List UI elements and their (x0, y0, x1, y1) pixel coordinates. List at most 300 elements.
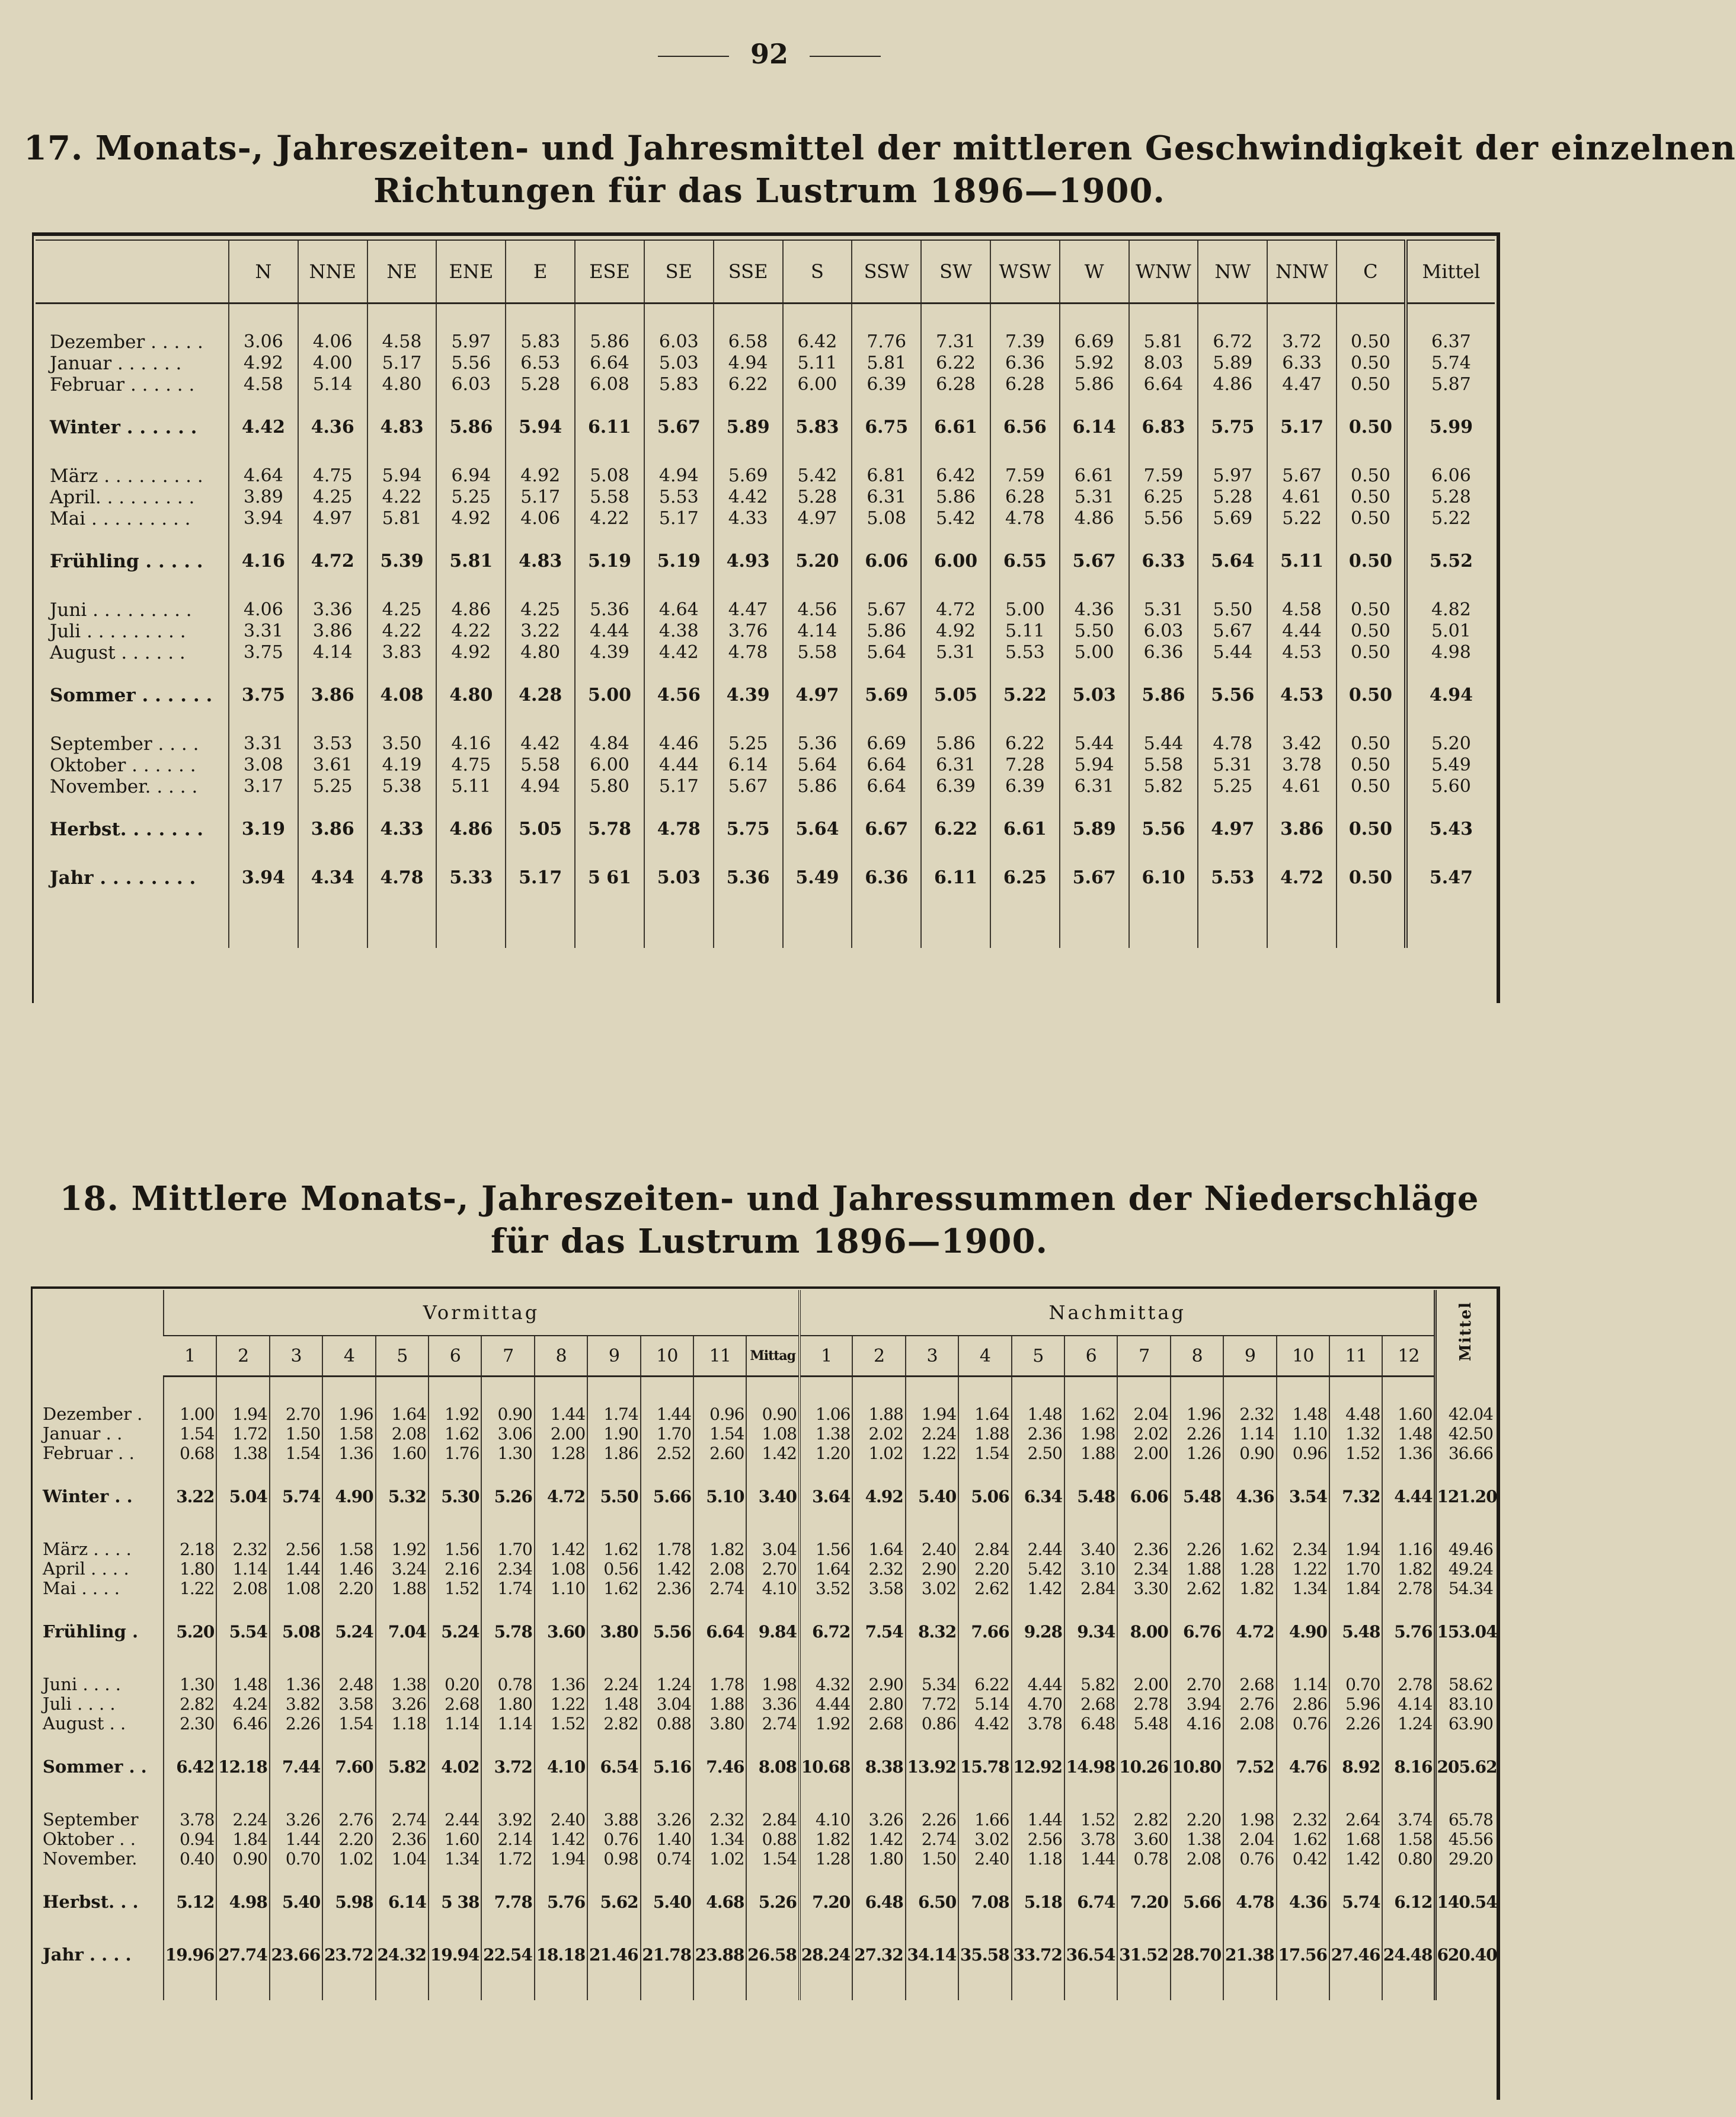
table-cell: 5.76 (1382, 1622, 1436, 1642)
table-cell: 12.18 (216, 1757, 269, 1777)
spacer-cell (1198, 840, 1267, 867)
table-cell: 2.68 (1064, 1694, 1117, 1714)
spacer-cell (714, 889, 783, 948)
table-cell: 4.80 (506, 642, 575, 663)
spacer-cell (367, 304, 437, 332)
table-cell: 5.44 (1129, 733, 1198, 755)
row-label: August . . (43, 1713, 126, 1733)
table-row (33, 1579, 1495, 1598)
table-cell: 6.14 (714, 755, 783, 776)
spacer-cell (322, 1642, 375, 1675)
hour-header-vm: 8 (535, 1336, 587, 1377)
table-cell: 2.32 (852, 1559, 905, 1579)
table-cell: 6.61 (921, 417, 990, 438)
table-cell: 3.52 (800, 1579, 852, 1598)
table-cell: 1.72 (481, 1849, 534, 1869)
table-cell: 3.06 (229, 331, 298, 353)
table-cell: 5.80 (575, 776, 644, 797)
table-cell: 4.02 (429, 1757, 481, 1777)
spacer-cell (990, 304, 1060, 332)
spacer-row (36, 304, 1495, 332)
spacer-cell (1198, 572, 1267, 599)
table-cell: 3.26 (852, 1810, 905, 1829)
table-row (36, 374, 1495, 395)
table-cell: 1.14 (481, 1714, 534, 1733)
table-cell: 5.17 (506, 867, 575, 889)
row-label: Februar . . . . . . (50, 374, 195, 395)
table-cell: 3.78 (164, 1810, 216, 1829)
spacer-cell (644, 797, 714, 819)
spacer-cell (1012, 1506, 1064, 1540)
spacer-cell (1129, 797, 1198, 819)
spacer-row (36, 529, 1495, 551)
table-cell: 1.54 (693, 1424, 746, 1444)
spacer-cell (322, 1598, 375, 1622)
table-cell: 5.28 (1198, 487, 1267, 508)
spacer-cell (216, 1377, 269, 1405)
table-cell: 1.14 (1223, 1424, 1276, 1444)
spacer-cell (783, 663, 852, 685)
group-vormittag: Vormittag (164, 1290, 800, 1336)
table-cell: 5.17 (367, 353, 437, 374)
spacer-cell (1382, 1463, 1436, 1487)
table18-hour-row (33, 1336, 1495, 1377)
table-cell: 83.10 (1436, 1694, 1495, 1714)
table-cell: 3.92 (481, 1810, 534, 1829)
spacer-cell (714, 572, 783, 599)
table-cell: 4.97 (298, 508, 367, 529)
spacer-cell (1117, 1777, 1170, 1810)
table-cell: 0.90 (1223, 1444, 1276, 1463)
row-label: März . . . . (43, 1539, 132, 1559)
table-cell: 1.58 (322, 1424, 375, 1444)
table-cell: 4.83 (367, 417, 437, 438)
spacer-cell (36, 663, 229, 685)
table-cell: 45.56 (1436, 1829, 1495, 1849)
spacer-cell (298, 438, 367, 465)
spacer-cell (1129, 438, 1198, 465)
table-cell: 4.78 (1223, 1892, 1276, 1912)
spacer-cell (587, 1377, 640, 1405)
spacer-cell (1382, 1733, 1436, 1757)
spacer-cell (229, 395, 298, 417)
table-cell: 2.44 (1012, 1540, 1064, 1559)
hour-header-nm: 12 (1382, 1336, 1436, 1377)
table-cell: 6.39 (921, 776, 990, 797)
table-cell: 6.75 (852, 417, 921, 438)
table-cell: 2.84 (746, 1810, 800, 1829)
spacer-cell (1060, 572, 1129, 599)
hour-header-nm: 9 (1223, 1336, 1276, 1377)
spacer-cell (714, 529, 783, 551)
table-cell: 5.40 (270, 1892, 322, 1912)
table-cell: 1.42 (535, 1540, 587, 1559)
spacer-cell (852, 1598, 905, 1622)
spacer-cell (958, 1912, 1011, 1945)
table-cell: 4.33 (367, 819, 437, 840)
table-row (36, 733, 1495, 755)
table17-title-line1: 17. Monats-, Jahreszeiten- und Jahresmittel der mittleren Geschwindigkeit der einzelnen (24, 129, 1736, 168)
table-cell: 4.42 (714, 487, 783, 508)
row-label: Juni . . . . . . . . . (50, 599, 192, 621)
table-cell: 1.54 (270, 1444, 322, 1463)
spacer-cell (714, 840, 783, 867)
spacer-cell (229, 706, 298, 733)
table-cell: 4.53 (1267, 685, 1337, 706)
spacer-cell (800, 1912, 852, 1945)
table-cell: 8.03 (1129, 353, 1198, 374)
spacer-cell (229, 529, 298, 551)
spacer-cell (1223, 1463, 1276, 1487)
table-cell: 5.64 (783, 755, 852, 776)
table-cell: 1.18 (1012, 1849, 1064, 1869)
table-cell: 3.61 (298, 755, 367, 776)
table-cell: 0.70 (270, 1849, 322, 1869)
spacer-cell (1064, 1912, 1117, 1945)
table-cell: 4.10 (746, 1579, 800, 1598)
spacer-cell (746, 1777, 800, 1810)
spacer-cell (1064, 1463, 1117, 1487)
table-cell: 5.33 (436, 867, 506, 889)
table-cell: 1.10 (1277, 1424, 1329, 1444)
spacer-cell (587, 1598, 640, 1622)
table-cell: 5.89 (714, 417, 783, 438)
table-cell: 2.08 (216, 1579, 269, 1598)
table-cell: 5.56 (1198, 685, 1267, 706)
table-cell: 1.92 (429, 1404, 481, 1424)
spacer-cell (921, 395, 990, 417)
table-cell: 4.78 (990, 508, 1060, 529)
table-cell: 6.14 (376, 1892, 429, 1912)
spacer-cell (270, 1965, 322, 2000)
table-row (36, 642, 1495, 663)
table-cell: 4.75 (298, 465, 367, 487)
spacer-cell (1382, 1777, 1436, 1810)
spacer-cell (906, 1598, 958, 1622)
table-cell: 4.86 (436, 819, 506, 840)
spacer-cell (229, 889, 298, 948)
spacer-cell (270, 1912, 322, 1945)
table-cell: 2.00 (1117, 1675, 1170, 1694)
table-cell: 65.78 (1436, 1810, 1495, 1829)
table-cell: 3.76 (714, 621, 783, 642)
spacer-cell (1198, 706, 1267, 733)
spacer-cell (1329, 1463, 1382, 1487)
table-cell: 5.11 (990, 621, 1060, 642)
table-cell: 2.74 (376, 1810, 429, 1829)
table-cell: 4.97 (783, 685, 852, 706)
table-cell: 5.36 (714, 867, 783, 889)
table-cell: 0.90 (746, 1404, 800, 1424)
season-row (33, 1622, 1495, 1642)
spacer-cell (575, 529, 644, 551)
table-cell: 1.54 (958, 1444, 1011, 1463)
table-cell: 1.50 (906, 1849, 958, 1869)
table-cell: 5.97 (1198, 465, 1267, 487)
row-label: August . . . . . . (50, 642, 186, 663)
table-cell: 10.68 (800, 1757, 852, 1777)
table-cell: 4.16 (1171, 1714, 1223, 1733)
spacer-cell (693, 1777, 746, 1810)
table-cell: 1.82 (800, 1829, 852, 1849)
spacer-cell (33, 1506, 164, 1540)
table-cell: 5.36 (783, 733, 852, 755)
table-cell: 2.32 (693, 1810, 746, 1829)
table-cell: 5.31 (1129, 599, 1198, 621)
table-cell: 1.44 (1064, 1849, 1117, 1869)
table-cell: 5.36 (575, 599, 644, 621)
spacer-cell (367, 706, 437, 733)
table-cell: 5.26 (746, 1892, 800, 1912)
spacer-cell (641, 1965, 693, 2000)
spacer-cell (1406, 889, 1495, 948)
spacer-cell (1337, 529, 1406, 551)
table-cell: 3.58 (322, 1694, 375, 1714)
table-cell: 3.40 (1064, 1540, 1117, 1559)
spacer-cell (852, 1965, 905, 2000)
table-cell: 6.42 (783, 331, 852, 353)
table-cell: 2.82 (1117, 1810, 1170, 1829)
hour-header-nm: 7 (1117, 1336, 1170, 1377)
spacer-cell (852, 663, 921, 685)
table-cell: 4.14 (1382, 1694, 1436, 1714)
table-cell: 5.24 (429, 1622, 481, 1642)
table-cell: 5 38 (429, 1892, 481, 1912)
table-cell: 3.64 (800, 1487, 852, 1506)
spacer-cell (1117, 1912, 1170, 1945)
spacer-cell (429, 1506, 481, 1540)
table-cell: 1.94 (906, 1404, 958, 1424)
table-cell: 17.56 (1277, 1945, 1329, 1965)
spacer-cell (800, 1777, 852, 1810)
table-cell: 1.04 (376, 1849, 429, 1869)
table-row (36, 599, 1495, 621)
table-cell: 1.36 (322, 1444, 375, 1463)
table-cell: 7.52 (1223, 1757, 1276, 1777)
spacer-cell (641, 1912, 693, 1945)
spacer-cell (693, 1463, 746, 1487)
table-cell: 5.42 (1012, 1559, 1064, 1579)
spacer-cell (1277, 1377, 1329, 1405)
table-cell: 4.28 (506, 685, 575, 706)
table-cell: 27.74 (216, 1945, 269, 1965)
table-cell: 3.06 (481, 1424, 534, 1444)
table-row (36, 776, 1495, 797)
table-cell: 35.58 (958, 1945, 1011, 1965)
spacer-cell (535, 1377, 587, 1405)
table-cell: 2.62 (1171, 1579, 1223, 1598)
spacer-cell (906, 1506, 958, 1540)
table-cell: 2.90 (906, 1559, 958, 1579)
table-cell: 2.32 (1277, 1810, 1329, 1829)
table-cell: 4.25 (367, 599, 437, 621)
table-cell: 1.38 (800, 1424, 852, 1444)
table-cell: 6.42 (164, 1757, 216, 1777)
spacer-cell (270, 1642, 322, 1675)
table-cell: 0.50 (1337, 621, 1406, 642)
table-cell: 1.26 (1171, 1444, 1223, 1463)
spacer-cell (783, 797, 852, 819)
table-cell: 2.24 (587, 1675, 640, 1694)
table-cell: 620.40 (1436, 1945, 1495, 1965)
spacer-cell (746, 1965, 800, 2000)
spacer-cell (587, 1463, 640, 1487)
table-row (33, 1540, 1495, 1559)
spacer-cell (216, 1777, 269, 1810)
spacer-cell (693, 1869, 746, 1892)
spacer-cell (1171, 1777, 1223, 1810)
spacer-cell (1436, 1463, 1495, 1487)
table-cell: 1.46 (322, 1559, 375, 1579)
table-cell: 5.96 (1329, 1694, 1382, 1714)
table-cell: 6.22 (921, 819, 990, 840)
table-cell: 4.61 (1267, 776, 1337, 797)
spacer-cell (36, 395, 229, 417)
table-cell: 5.20 (164, 1622, 216, 1642)
table-cell: 4.75 (436, 755, 506, 776)
spacer-row (36, 840, 1495, 867)
spacer-cell (575, 663, 644, 685)
spacer-cell (1129, 840, 1198, 867)
table-cell: 0.50 (1337, 417, 1406, 438)
table-cell: 5.67 (714, 776, 783, 797)
spacer-cell (746, 1642, 800, 1675)
spacer-cell (1117, 1598, 1170, 1622)
spacer-cell (322, 1377, 375, 1405)
table-cell: 21.78 (641, 1945, 693, 1965)
table-cell: 4.14 (298, 642, 367, 663)
spacer-cell (1267, 663, 1337, 685)
spacer-cell (164, 1869, 216, 1892)
table-row (36, 508, 1495, 529)
table-cell: 5.62 (587, 1892, 640, 1912)
table-cell: 2.52 (641, 1444, 693, 1463)
table-cell: 5.47 (1406, 867, 1495, 889)
table-cell: 5.53 (1198, 867, 1267, 889)
spacer-cell (746, 1733, 800, 1757)
table-cell: 2.26 (906, 1810, 958, 1829)
table-cell: 2.76 (322, 1810, 375, 1829)
table-cell: 4.72 (1223, 1622, 1276, 1642)
table-cell: 5.86 (1129, 685, 1198, 706)
spacer-cell (164, 1642, 216, 1675)
table-cell: 5.34 (906, 1675, 958, 1694)
hour-header-nm: 6 (1064, 1336, 1117, 1377)
table-cell: 7.39 (990, 331, 1060, 353)
table-cell: 2.40 (906, 1540, 958, 1559)
table-cell: 3.31 (229, 621, 298, 642)
row-label: September (43, 1809, 139, 1829)
table-cell: 4.83 (506, 551, 575, 572)
spacer-cell (1223, 1869, 1276, 1892)
spacer-cell (1129, 395, 1198, 417)
spacer-cell (1198, 304, 1267, 332)
wind-speed-table (36, 240, 1495, 948)
hour-header-vm: 10 (641, 1336, 693, 1377)
table-cell: 0.50 (1337, 465, 1406, 487)
table-cell: 5.26 (481, 1487, 534, 1506)
spacer-cell (1337, 304, 1406, 332)
spacer-cell (575, 706, 644, 733)
table-cell: 5.31 (1198, 755, 1267, 776)
spacer-cell (1382, 1912, 1436, 1945)
table17-title-line2: Richtungen für das Lustrum 1896—1900. (373, 171, 1165, 210)
row-label: Herbst. . . (43, 1892, 139, 1912)
table-cell: 1.44 (270, 1559, 322, 1579)
table-cell: 4.22 (367, 487, 437, 508)
spacer-cell (693, 1912, 746, 1945)
season-row (33, 1892, 1495, 1912)
table-cell: 5.58 (506, 755, 575, 776)
table-cell: 5.03 (644, 353, 714, 374)
table-cell: 23.72 (322, 1945, 375, 1965)
table-cell: 1.84 (216, 1829, 269, 1849)
table-cell: 4.80 (436, 685, 506, 706)
table-cell: 2.56 (1012, 1829, 1064, 1849)
table-cell: 2.76 (1223, 1694, 1276, 1714)
spacer-cell (906, 1869, 958, 1892)
spacer-cell (852, 438, 921, 465)
table-cell: 5.86 (783, 776, 852, 797)
table-cell: 4.36 (1223, 1487, 1276, 1506)
table-cell: 2.26 (270, 1714, 322, 1733)
spacer-cell (270, 1733, 322, 1757)
table-cell: 1.94 (535, 1849, 587, 1869)
spacer-cell (575, 304, 644, 332)
table-cell: 1.54 (322, 1714, 375, 1733)
spacer-cell (33, 1642, 164, 1675)
table-cell: 2.36 (1117, 1540, 1170, 1559)
spacer-cell (1117, 1506, 1170, 1540)
table-cell: 2.82 (587, 1714, 640, 1733)
spacer-cell (436, 663, 506, 685)
table-cell: 5.87 (1406, 374, 1495, 395)
spacer-cell (800, 1642, 852, 1675)
table-cell: 5.08 (852, 508, 921, 529)
spacer-cell (1436, 1642, 1495, 1675)
table-cell: 33.72 (1012, 1945, 1064, 1965)
table-cell: 8.00 (1117, 1622, 1170, 1642)
table-cell: 31.52 (1117, 1945, 1170, 1965)
spacer-cell (216, 1869, 269, 1892)
spacer-cell (746, 1463, 800, 1487)
row-label: Juni . . . . (43, 1674, 122, 1694)
table-cell: 5.48 (1064, 1487, 1117, 1506)
table-cell: 0.50 (1337, 819, 1406, 840)
table-cell: 5.83 (644, 374, 714, 395)
table-cell: 3.89 (229, 487, 298, 508)
spacer-cell (1129, 572, 1198, 599)
table-row (33, 1829, 1495, 1849)
table-cell: 23.66 (270, 1945, 322, 1965)
table-cell: 4.53 (1267, 642, 1337, 663)
table-cell: 6.55 (990, 551, 1060, 572)
table-cell: 3.86 (1267, 819, 1337, 840)
table-cell: 2.08 (376, 1424, 429, 1444)
spacer-cell (921, 840, 990, 867)
table18-title-line1: 18. Mittlere Monats-, Jahreszeiten- und Jahressummen der Niederschläge (59, 1179, 1479, 1218)
spacer-cell (535, 1598, 587, 1622)
table-cell: 1.82 (1382, 1559, 1436, 1579)
table-cell: 4.42 (958, 1714, 1011, 1733)
table-cell: 4.22 (575, 508, 644, 529)
table-cell: 5.11 (783, 353, 852, 374)
table-cell: 3.26 (376, 1694, 429, 1714)
spacer-cell (1012, 1463, 1064, 1487)
spacer-cell (1277, 1598, 1329, 1622)
spacer-cell (1064, 1869, 1117, 1892)
spacer-cell (376, 1642, 429, 1675)
